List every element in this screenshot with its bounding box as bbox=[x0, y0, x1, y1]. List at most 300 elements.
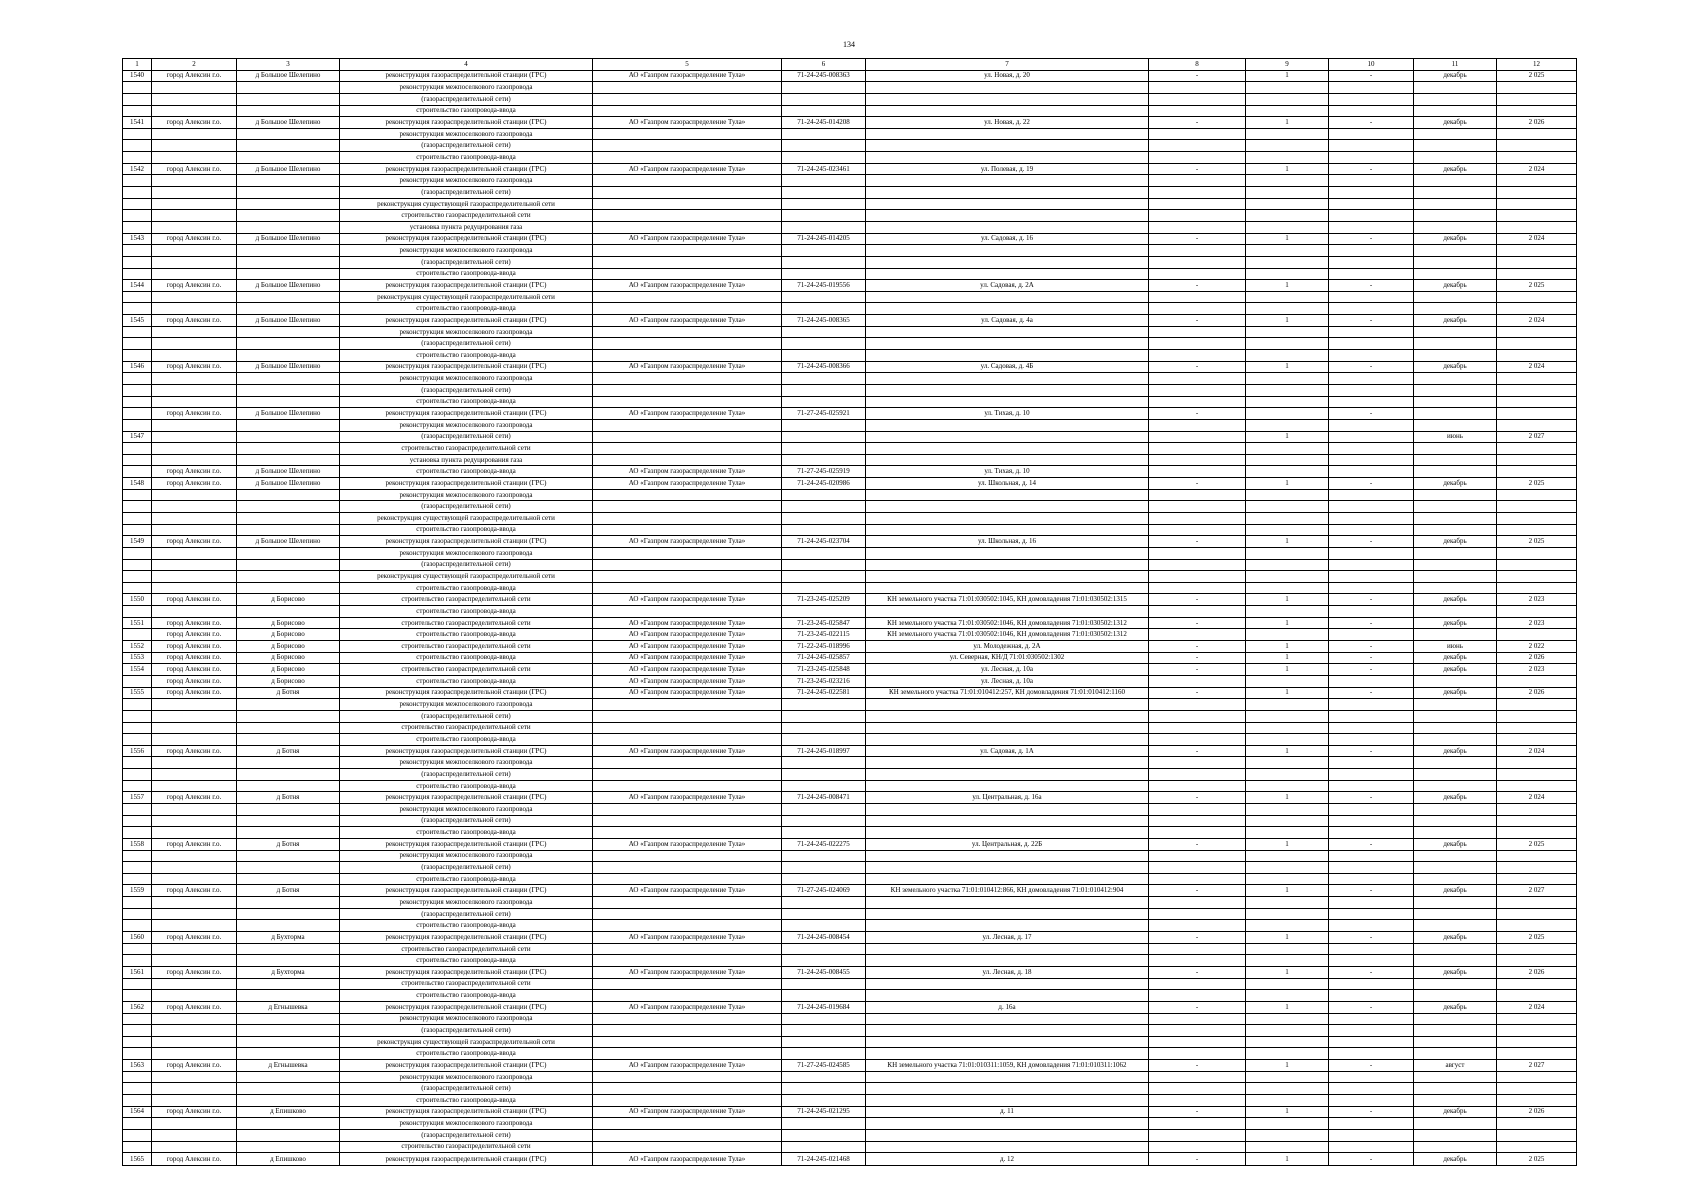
cell-settlement bbox=[237, 1025, 340, 1037]
table-row bbox=[123, 373, 1577, 385]
cell-col8 bbox=[1149, 198, 1246, 210]
cell-municipality bbox=[152, 210, 237, 222]
cell-municipality bbox=[152, 175, 237, 187]
cell-address bbox=[866, 559, 1149, 571]
cell-month bbox=[1414, 873, 1497, 885]
cell-col8 bbox=[1149, 710, 1246, 722]
cell-settlement bbox=[237, 373, 340, 385]
cell-col10: - bbox=[1329, 315, 1414, 327]
cell-count bbox=[1246, 524, 1329, 536]
cell-col8 bbox=[1149, 850, 1246, 862]
cell-month bbox=[1414, 443, 1497, 455]
cell-col8: - bbox=[1149, 117, 1246, 129]
cell-count bbox=[1246, 908, 1329, 920]
cell-address bbox=[866, 245, 1149, 257]
cell-work-type: (газораспределительной сети) bbox=[340, 140, 593, 152]
cell-num bbox=[123, 82, 152, 94]
cell-code bbox=[782, 722, 866, 734]
cell-address bbox=[866, 722, 1149, 734]
cell-count bbox=[1246, 990, 1329, 1002]
table-row bbox=[123, 815, 1577, 827]
table-row bbox=[123, 466, 1577, 478]
cell-organization bbox=[593, 1118, 782, 1130]
table-row bbox=[123, 908, 1577, 920]
cell-municipality bbox=[152, 804, 237, 816]
cell-organization bbox=[593, 920, 782, 932]
cell-col10 bbox=[1329, 1048, 1414, 1060]
cell-col10 bbox=[1329, 1095, 1414, 1107]
cell-col8 bbox=[1149, 256, 1246, 268]
cell-num bbox=[123, 466, 152, 478]
cell-work-type: реконструкция газораспределительной станции (ГРС) bbox=[340, 932, 593, 944]
header-cell-code: 6 bbox=[782, 59, 866, 71]
cell-year bbox=[1497, 338, 1577, 350]
table-row bbox=[123, 536, 1577, 548]
cell-col10 bbox=[1329, 897, 1414, 909]
table-row bbox=[123, 920, 1577, 932]
cell-year bbox=[1497, 629, 1577, 641]
cell-count: 1 bbox=[1246, 536, 1329, 548]
cell-num bbox=[123, 326, 152, 338]
cell-municipality bbox=[152, 873, 237, 885]
cell-year bbox=[1497, 955, 1577, 967]
cell-work-type: реконструкция межпоселкового газопровода bbox=[340, 897, 593, 909]
cell-address: ул. Садовая, д. 4а bbox=[866, 315, 1149, 327]
cell-organization bbox=[593, 1141, 782, 1153]
cell-num bbox=[123, 210, 152, 222]
table-row bbox=[123, 408, 1577, 420]
header-cell-work-type: 4 bbox=[340, 59, 593, 71]
cell-col10 bbox=[1329, 862, 1414, 874]
cell-col8 bbox=[1149, 699, 1246, 711]
cell-num: 1561 bbox=[123, 966, 152, 978]
cell-organization bbox=[593, 815, 782, 827]
cell-count bbox=[1246, 384, 1329, 396]
cell-year: 2 025 bbox=[1497, 536, 1577, 548]
cell-month bbox=[1414, 908, 1497, 920]
cell-organization: АО «Газпром газораспределение Тула» bbox=[593, 163, 782, 175]
cell-address bbox=[866, 827, 1149, 839]
cell-col8 bbox=[1149, 1129, 1246, 1141]
cell-month bbox=[1414, 1118, 1497, 1130]
header-cell-col8: 8 bbox=[1149, 59, 1246, 71]
cell-work-type: строительство газораспределительной сети bbox=[340, 943, 593, 955]
cell-address bbox=[866, 512, 1149, 524]
cell-col10 bbox=[1329, 1025, 1414, 1037]
cell-settlement: д Большое Шелепино bbox=[237, 408, 340, 420]
cell-num: 1552 bbox=[123, 641, 152, 653]
table-row bbox=[123, 769, 1577, 781]
cell-organization bbox=[593, 559, 782, 571]
cell-municipality bbox=[152, 850, 237, 862]
cell-address bbox=[866, 221, 1149, 233]
cell-organization bbox=[593, 256, 782, 268]
cell-organization bbox=[593, 897, 782, 909]
cell-col10: - bbox=[1329, 966, 1414, 978]
cell-settlement bbox=[237, 501, 340, 513]
cell-code bbox=[782, 187, 866, 199]
cell-col10 bbox=[1329, 990, 1414, 1002]
cell-settlement bbox=[237, 722, 340, 734]
cell-count: 1 bbox=[1246, 117, 1329, 129]
cell-col10 bbox=[1329, 850, 1414, 862]
cell-count bbox=[1246, 897, 1329, 909]
cell-address bbox=[866, 815, 1149, 827]
cell-count bbox=[1246, 408, 1329, 420]
cell-count bbox=[1246, 699, 1329, 711]
cell-num bbox=[123, 1141, 152, 1153]
cell-month bbox=[1414, 396, 1497, 408]
cell-organization bbox=[593, 454, 782, 466]
cell-municipality bbox=[152, 955, 237, 967]
table-row bbox=[123, 187, 1577, 199]
cell-organization bbox=[593, 757, 782, 769]
cell-col8 bbox=[1149, 373, 1246, 385]
cell-col10 bbox=[1329, 454, 1414, 466]
cell-address bbox=[866, 443, 1149, 455]
cell-code bbox=[782, 547, 866, 559]
cell-num bbox=[123, 1071, 152, 1083]
cell-num bbox=[123, 443, 152, 455]
cell-work-type: реконструкция межпоселкового газопровода bbox=[340, 128, 593, 140]
cell-work-type: реконструкция межпоселкового газопровода bbox=[340, 373, 593, 385]
cell-work-type: реконструкция газораспределительной станции (ГРС) bbox=[340, 966, 593, 978]
cell-year: 2 022 bbox=[1497, 641, 1577, 653]
cell-num bbox=[123, 245, 152, 257]
table-row bbox=[123, 664, 1577, 676]
cell-year bbox=[1497, 1071, 1577, 1083]
table-row bbox=[123, 827, 1577, 839]
cell-col10 bbox=[1329, 419, 1414, 431]
table-row bbox=[123, 1083, 1577, 1095]
cell-col10 bbox=[1329, 501, 1414, 513]
cell-col8 bbox=[1149, 908, 1246, 920]
table-row bbox=[123, 291, 1577, 303]
cell-month bbox=[1414, 1025, 1497, 1037]
cell-work-type: (газораспределительной сети) bbox=[340, 338, 593, 350]
table-row bbox=[123, 780, 1577, 792]
cell-year: 2 024 bbox=[1497, 233, 1577, 245]
cell-col8 bbox=[1149, 955, 1246, 967]
cell-code: 71-24-245-023704 bbox=[782, 536, 866, 548]
cell-col8 bbox=[1149, 804, 1246, 816]
cell-month: декабрь bbox=[1414, 1106, 1497, 1118]
cell-col8: - bbox=[1149, 966, 1246, 978]
cell-year bbox=[1497, 780, 1577, 792]
cell-col8 bbox=[1149, 82, 1246, 94]
cell-year bbox=[1497, 489, 1577, 501]
cell-month bbox=[1414, 850, 1497, 862]
cell-year bbox=[1497, 396, 1577, 408]
table-row bbox=[123, 117, 1577, 129]
cell-col8: - bbox=[1149, 408, 1246, 420]
table-row bbox=[123, 82, 1577, 94]
cell-work-type: реконструкция существующей газораспределительной сети bbox=[340, 571, 593, 583]
cell-settlement: д Егнышевка bbox=[237, 1001, 340, 1013]
cell-month bbox=[1414, 245, 1497, 257]
cell-num bbox=[123, 268, 152, 280]
cell-code: 71-27-245-024585 bbox=[782, 1060, 866, 1072]
cell-year bbox=[1497, 326, 1577, 338]
cell-col10: - bbox=[1329, 838, 1414, 850]
cell-count bbox=[1246, 338, 1329, 350]
table-row bbox=[123, 641, 1577, 653]
cell-work-type: реконструкция газораспределительной станции (ГРС) bbox=[340, 745, 593, 757]
cell-settlement bbox=[237, 524, 340, 536]
cell-municipality: город Алексин г.о. bbox=[152, 629, 237, 641]
cell-month: декабрь bbox=[1414, 594, 1497, 606]
cell-count bbox=[1246, 1118, 1329, 1130]
cell-organization bbox=[593, 769, 782, 781]
cell-col10 bbox=[1329, 757, 1414, 769]
cell-col8 bbox=[1149, 501, 1246, 513]
cell-month bbox=[1414, 187, 1497, 199]
cell-num bbox=[123, 303, 152, 315]
cell-code bbox=[782, 1071, 866, 1083]
cell-col10 bbox=[1329, 722, 1414, 734]
cell-organization: АО «Газпром газораспределение Тула» bbox=[593, 233, 782, 245]
cell-month bbox=[1414, 629, 1497, 641]
cell-col8 bbox=[1149, 675, 1246, 687]
cell-work-type: (газораспределительной сети) bbox=[340, 908, 593, 920]
cell-address bbox=[866, 82, 1149, 94]
cell-address bbox=[866, 943, 1149, 955]
cell-count bbox=[1246, 291, 1329, 303]
table-row bbox=[123, 140, 1577, 152]
cell-organization bbox=[593, 827, 782, 839]
cell-municipality: город Алексин г.о. bbox=[152, 792, 237, 804]
cell-code bbox=[782, 524, 866, 536]
cell-year bbox=[1497, 862, 1577, 874]
cell-work-type: реконструкция межпоселкового газопровода bbox=[340, 245, 593, 257]
cell-organization bbox=[593, 1013, 782, 1025]
cell-num bbox=[123, 827, 152, 839]
table-row bbox=[123, 1129, 1577, 1141]
cell-settlement: д Большое Шелепино bbox=[237, 315, 340, 327]
cell-count bbox=[1246, 920, 1329, 932]
cell-year: 2 025 bbox=[1497, 70, 1577, 82]
cell-col8: - bbox=[1149, 617, 1246, 629]
cell-year bbox=[1497, 675, 1577, 687]
cell-count bbox=[1246, 804, 1329, 816]
cell-col10 bbox=[1329, 268, 1414, 280]
cell-organization bbox=[593, 431, 782, 443]
cell-code bbox=[782, 210, 866, 222]
cell-month bbox=[1414, 256, 1497, 268]
cell-municipality bbox=[152, 326, 237, 338]
cell-month bbox=[1414, 291, 1497, 303]
cell-organization bbox=[593, 210, 782, 222]
cell-count: 1 bbox=[1246, 792, 1329, 804]
cell-year bbox=[1497, 221, 1577, 233]
cell-month: декабрь bbox=[1414, 117, 1497, 129]
cell-count bbox=[1246, 1083, 1329, 1095]
cell-work-type: (газораспределительной сети) bbox=[340, 769, 593, 781]
cell-month bbox=[1414, 1048, 1497, 1060]
cell-address bbox=[866, 419, 1149, 431]
cell-code bbox=[782, 454, 866, 466]
cell-year bbox=[1497, 303, 1577, 315]
cell-organization: АО «Газпром газораспределение Тула» bbox=[593, 792, 782, 804]
cell-num bbox=[123, 897, 152, 909]
cell-num bbox=[123, 699, 152, 711]
cell-work-type: (газораспределительной сети) bbox=[340, 431, 593, 443]
cell-col8 bbox=[1149, 978, 1246, 990]
cell-municipality bbox=[152, 920, 237, 932]
cell-col10: - bbox=[1329, 745, 1414, 757]
cell-count bbox=[1246, 1129, 1329, 1141]
cell-month bbox=[1414, 722, 1497, 734]
cell-municipality bbox=[152, 722, 237, 734]
cell-col10: - bbox=[1329, 594, 1414, 606]
cell-municipality bbox=[152, 245, 237, 257]
cell-year bbox=[1497, 140, 1577, 152]
cell-count bbox=[1246, 757, 1329, 769]
table-row bbox=[123, 1060, 1577, 1072]
cell-count: 1 bbox=[1246, 1001, 1329, 1013]
cell-organization bbox=[593, 1071, 782, 1083]
cell-code: 71-24-245-023461 bbox=[782, 163, 866, 175]
cell-organization: АО «Газпром газораспределение Тула» bbox=[593, 932, 782, 944]
cell-code bbox=[782, 82, 866, 94]
cell-organization: АО «Газпром газораспределение Тула» bbox=[593, 687, 782, 699]
cell-organization bbox=[593, 303, 782, 315]
cell-year: 2 023 bbox=[1497, 594, 1577, 606]
cell-col10 bbox=[1329, 710, 1414, 722]
cell-address bbox=[866, 897, 1149, 909]
cell-month bbox=[1414, 338, 1497, 350]
cell-num bbox=[123, 1129, 152, 1141]
table-row bbox=[123, 70, 1577, 82]
cell-work-type: реконструкция межпоселкового газопровода bbox=[340, 1118, 593, 1130]
cell-col10 bbox=[1329, 908, 1414, 920]
cell-address: КН земельного участка 71:01:010311:1059, КН домовладения 71:01:010311:1062 bbox=[866, 1060, 1149, 1072]
cell-municipality: город Алексин г.о. bbox=[152, 361, 237, 373]
cell-count: 1 bbox=[1246, 966, 1329, 978]
cell-organization bbox=[593, 396, 782, 408]
cell-col10 bbox=[1329, 152, 1414, 164]
cell-settlement bbox=[237, 256, 340, 268]
cell-work-type: реконструкция газораспределительной станции (ГРС) bbox=[340, 478, 593, 490]
cell-year bbox=[1497, 571, 1577, 583]
cell-col8 bbox=[1149, 1048, 1246, 1060]
table-row bbox=[123, 617, 1577, 629]
table-row bbox=[123, 443, 1577, 455]
header-cell-year: 12 bbox=[1497, 59, 1577, 71]
cell-municipality bbox=[152, 710, 237, 722]
cell-municipality: город Алексин г.о. bbox=[152, 233, 237, 245]
cell-code bbox=[782, 501, 866, 513]
cell-col8 bbox=[1149, 268, 1246, 280]
cell-col10 bbox=[1329, 82, 1414, 94]
cell-organization bbox=[593, 373, 782, 385]
cell-month bbox=[1414, 373, 1497, 385]
cell-organization: АО «Газпром газораспределение Тула» bbox=[593, 536, 782, 548]
cell-count bbox=[1246, 827, 1329, 839]
cell-col8: - bbox=[1149, 664, 1246, 676]
cell-organization bbox=[593, 804, 782, 816]
cell-municipality bbox=[152, 93, 237, 105]
cell-address: КН земельного участка 71:01:010412:257, КН домовладения 71:01:010412:1160 bbox=[866, 687, 1149, 699]
cell-municipality bbox=[152, 419, 237, 431]
cell-organization bbox=[593, 873, 782, 885]
table-row bbox=[123, 1141, 1577, 1153]
table-row bbox=[123, 1095, 1577, 1107]
cell-municipality bbox=[152, 780, 237, 792]
cell-year bbox=[1497, 1095, 1577, 1107]
cell-settlement bbox=[237, 850, 340, 862]
cell-col8 bbox=[1149, 920, 1246, 932]
cell-work-type: строительство газопровода-ввода bbox=[340, 629, 593, 641]
cell-code bbox=[782, 955, 866, 967]
cell-col10 bbox=[1329, 303, 1414, 315]
cell-code bbox=[782, 1095, 866, 1107]
cell-code bbox=[782, 419, 866, 431]
cell-month: декабрь bbox=[1414, 315, 1497, 327]
cell-settlement bbox=[237, 245, 340, 257]
cell-col10 bbox=[1329, 780, 1414, 792]
cell-work-type: строительство газопровода-ввода bbox=[340, 675, 593, 687]
cell-code: 71-24-245-020986 bbox=[782, 478, 866, 490]
cell-municipality bbox=[152, 1141, 237, 1153]
cell-organization: АО «Газпром газораспределение Тула» bbox=[593, 885, 782, 897]
cell-month bbox=[1414, 710, 1497, 722]
cell-count bbox=[1246, 780, 1329, 792]
cell-year bbox=[1497, 1036, 1577, 1048]
cell-num bbox=[123, 920, 152, 932]
cell-col10 bbox=[1329, 571, 1414, 583]
table-row bbox=[123, 1153, 1577, 1166]
cell-col8 bbox=[1149, 547, 1246, 559]
cell-num bbox=[123, 629, 152, 641]
table-row bbox=[123, 804, 1577, 816]
cell-address bbox=[866, 384, 1149, 396]
cell-count: 1 bbox=[1246, 233, 1329, 245]
cell-municipality: город Алексин г.о. bbox=[152, 966, 237, 978]
cell-month bbox=[1414, 920, 1497, 932]
table-row bbox=[123, 652, 1577, 664]
cell-code bbox=[782, 396, 866, 408]
cell-col8 bbox=[1149, 152, 1246, 164]
cell-settlement: д Борисово bbox=[237, 652, 340, 664]
cell-address bbox=[866, 303, 1149, 315]
cell-year: 2 024 bbox=[1497, 315, 1577, 327]
cell-col10 bbox=[1329, 1013, 1414, 1025]
cell-code bbox=[782, 431, 866, 443]
table-row bbox=[123, 454, 1577, 466]
cell-count bbox=[1246, 210, 1329, 222]
cell-code bbox=[782, 291, 866, 303]
cell-address: ул. Садовая, д. 1А bbox=[866, 745, 1149, 757]
cell-year bbox=[1497, 268, 1577, 280]
cell-work-type: реконструкция межпоселкового газопровода bbox=[340, 850, 593, 862]
cell-address bbox=[866, 920, 1149, 932]
table-row bbox=[123, 838, 1577, 850]
cell-month bbox=[1414, 419, 1497, 431]
table-row bbox=[123, 943, 1577, 955]
cell-year bbox=[1497, 198, 1577, 210]
cell-work-type: реконструкция межпоселкового газопровода bbox=[340, 326, 593, 338]
cell-organization: АО «Газпром газораспределение Тула» bbox=[593, 664, 782, 676]
cell-year bbox=[1497, 990, 1577, 1002]
cell-municipality: город Алексин г.о. bbox=[152, 1153, 237, 1166]
table-row bbox=[123, 431, 1577, 443]
cell-address bbox=[866, 699, 1149, 711]
cell-organization bbox=[593, 1025, 782, 1037]
cell-count bbox=[1246, 268, 1329, 280]
cell-settlement bbox=[237, 396, 340, 408]
cell-code bbox=[782, 780, 866, 792]
